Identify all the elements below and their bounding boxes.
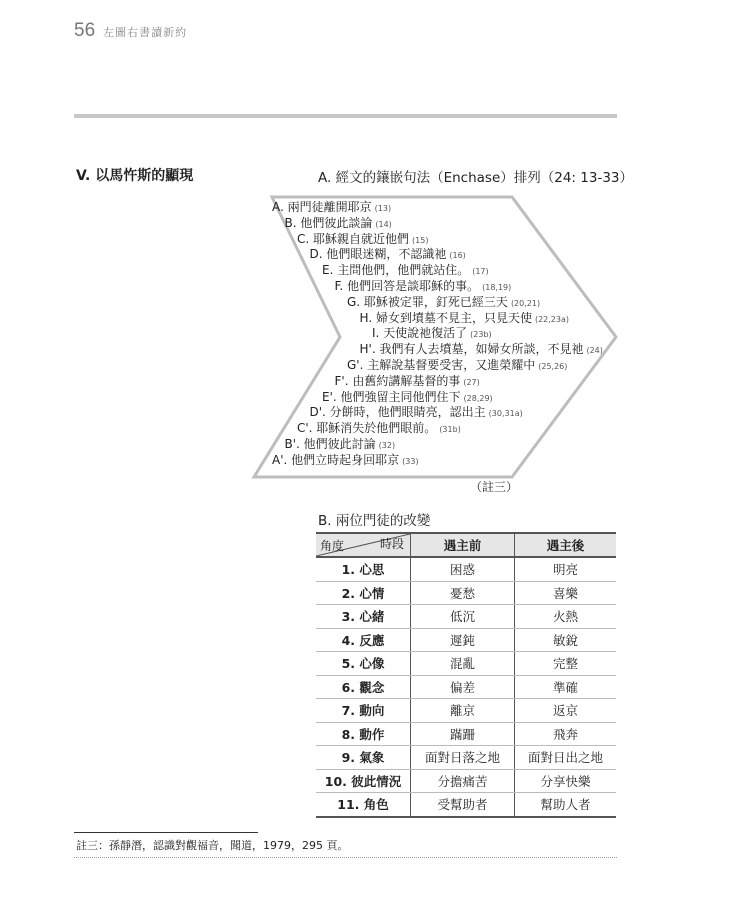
row-label: 8. 動作	[316, 722, 411, 746]
chiasm-line-text: A. 兩門徒離開耶京	[272, 200, 372, 214]
after-cell: 面對日出之地	[515, 746, 617, 770]
table-row	[316, 628, 616, 652]
chiasm-line	[285, 437, 396, 453]
after-cell: 完整	[515, 652, 617, 676]
verse-reference: (23b)	[470, 330, 492, 340]
corner-label-angle: 角度	[320, 539, 345, 553]
header-rule	[74, 114, 617, 118]
page-number: 56	[74, 20, 96, 41]
table-row	[316, 581, 616, 605]
after-cell: 分享快樂	[515, 769, 617, 793]
row-label: 1. 心思	[316, 557, 411, 581]
comparison-table	[316, 532, 616, 818]
before-cell: 混亂	[411, 652, 515, 676]
page-header	[74, 20, 187, 42]
chiasm-line-text: E. 主問他們，他們就站住。	[322, 263, 470, 278]
after-cell: 準確	[515, 675, 617, 699]
before-cell: 偏差	[411, 675, 515, 699]
table-row	[316, 769, 616, 793]
row-label: 3. 心緒	[316, 605, 411, 629]
footer-dotted-rule	[74, 857, 617, 858]
before-cell: 困惑	[411, 557, 515, 581]
part-b-title: B. 兩位門徒的改變	[318, 513, 431, 529]
chiasm-line	[272, 453, 419, 469]
chiasm-line	[285, 216, 392, 232]
verse-reference: (15)	[412, 235, 429, 245]
verse-reference: (33)	[402, 456, 419, 466]
footnote-rule	[74, 832, 258, 833]
chiasm-line-text: E'. 他們強留主同他們住下	[322, 389, 461, 404]
chiasm-line-text: B. 他們彼此談論	[284, 215, 373, 230]
verse-reference: (17)	[472, 267, 489, 277]
chiasm-line-text: C. 耶穌親自就近他們	[297, 231, 410, 246]
before-cell: 遲鈍	[411, 628, 515, 652]
verse-reference: (28,29)	[463, 393, 493, 403]
row-label: 7. 動向	[316, 699, 411, 723]
before-cell: 憂愁	[411, 581, 515, 605]
chiasm-line	[335, 374, 480, 390]
chiasm-line	[372, 326, 492, 342]
table-row	[316, 793, 616, 817]
chiasm-line	[297, 421, 461, 437]
verse-reference: (24)	[586, 346, 603, 356]
row-label: 5. 心像	[316, 652, 411, 676]
table-row	[316, 699, 616, 723]
verse-reference: (13)	[374, 204, 392, 213]
after-cell: 喜樂	[515, 581, 617, 605]
chiasm-line-text: H. 婦女到墳墓不見主，只見天使	[359, 310, 532, 325]
chiasm-line	[347, 295, 540, 311]
corner-header-cell	[316, 533, 411, 557]
part-a-title: A. 經文的鑲嵌句法（Enchase）排列（24: 13-33）	[318, 170, 634, 186]
verse-reference: (16)	[449, 251, 466, 261]
before-cell: 分擔痛苦	[411, 769, 515, 793]
row-label: 9. 氣象	[316, 746, 411, 770]
chiasm-line-text: B'. 他們彼此討論	[284, 437, 376, 451]
chiasm-line	[347, 358, 567, 374]
row-label: 10. 彼此情況	[316, 769, 411, 793]
table-row	[316, 605, 616, 629]
chiasm-line	[360, 311, 570, 327]
column-header-after: 遇主後	[515, 533, 617, 557]
column-header-before: 遇主前	[411, 533, 515, 557]
table-row	[316, 557, 616, 581]
chiasm-line-text: F. 他們回答是談耶穌的事。	[334, 279, 480, 293]
table-row	[316, 722, 616, 746]
verse-reference: (31b)	[439, 425, 461, 435]
row-label: 6. 觀念	[316, 675, 411, 699]
note-reference: （註三）	[470, 480, 519, 494]
footnote: 註三：孫靜潛，認識對觀福音，聞道，1979，295 頁。	[76, 839, 349, 852]
after-cell: 返京	[515, 699, 617, 723]
row-label: 11. 角色	[316, 793, 411, 817]
after-cell: 敏銳	[515, 628, 617, 652]
after-cell: 火熱	[515, 605, 617, 629]
row-label: 4. 反應	[316, 628, 411, 652]
table-row	[316, 746, 616, 770]
book-title: 左圖右書讀新約	[103, 26, 188, 39]
chiasm-line	[310, 405, 523, 421]
chiasm-line	[297, 232, 428, 248]
after-cell: 明亮	[515, 557, 617, 581]
table-header-row	[316, 533, 616, 557]
table-row	[316, 652, 616, 676]
verse-reference: (32)	[378, 441, 396, 450]
before-cell: 蹣跚	[411, 722, 515, 746]
chiasm-line-text: I. 天使說祂復活了	[372, 326, 468, 341]
verse-reference: (22,23a)	[534, 314, 569, 324]
chiasm-line	[322, 390, 493, 406]
before-cell: 受幫助者	[411, 793, 515, 817]
chiasm-diagram	[250, 194, 620, 480]
chiasm-line-text: G. 耶穌被定罪，釘死已經三天	[347, 294, 508, 309]
row-label: 2. 心情	[316, 581, 411, 605]
chiasm-line-text: G'. 主解說基督要受害，又進榮耀中	[347, 358, 536, 372]
verse-reference: (25,26)	[538, 362, 568, 371]
chiasm-line-text: F'. 由舊約講解基督的事	[334, 373, 461, 388]
chiasm-line-text: C'. 耶穌消失於他們眼前。	[297, 421, 437, 436]
before-cell: 離京	[411, 699, 515, 723]
chiasm-line-text: D. 他們眼迷糊，不認識祂	[309, 247, 447, 262]
verse-reference: (18,19)	[482, 283, 512, 292]
chiasm-line	[335, 279, 512, 295]
after-cell: 飛奔	[515, 722, 617, 746]
after-cell: 幫助人者	[515, 793, 617, 817]
table-row	[316, 675, 616, 699]
section-title: V. 以馬忤斯的顯現	[76, 168, 194, 184]
chiasm-line-text: D'. 分餅時，他們眼睛亮，認出主	[309, 405, 486, 420]
chiasm-line-text: A'. 他們立時起身回耶京	[272, 452, 400, 467]
corner-label-period: 時段	[379, 537, 404, 551]
verse-reference: (27)	[463, 377, 480, 387]
chiasm-line	[272, 200, 391, 216]
chiasm-line	[360, 342, 603, 358]
chiasm-line	[322, 263, 489, 279]
chiasm-line-text: H'. 我們有人去墳墓，如婦女所談，不見祂	[359, 342, 584, 357]
chiasm-line	[310, 247, 466, 263]
verse-reference: (14)	[375, 219, 392, 229]
verse-reference: (30,31a)	[488, 409, 523, 419]
before-cell: 低沉	[411, 605, 515, 629]
verse-reference: (20,21)	[510, 298, 541, 308]
before-cell: 面對日落之地	[411, 746, 515, 770]
